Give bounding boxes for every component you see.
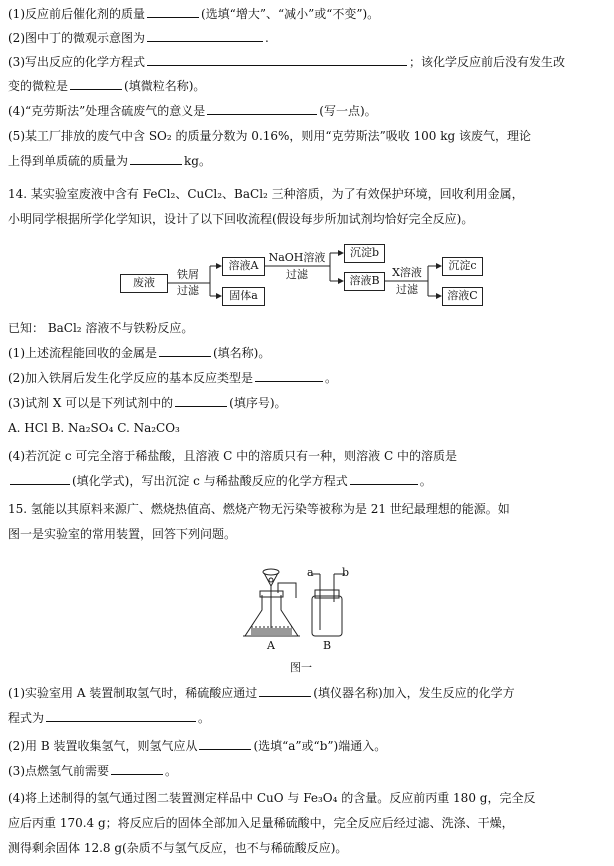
- figure-caption: 图一: [290, 661, 312, 674]
- q13-line-5b: 上得到单质硫的质量为 kg。: [8, 154, 211, 168]
- answer-blank: [46, 710, 196, 722]
- q15-part-3: (3)点燃氢气前需要 。: [8, 764, 178, 778]
- q13-line-3b: 变的微粒是 (填微粒名称)。: [8, 79, 206, 93]
- box-precipitate-c: 沉淀c: [442, 257, 483, 276]
- q14-part-4: (4)若沉淀 c 可完全溶于稀盐酸，且溶液 C 中的溶质只有一种，则溶液 C 中的溶质是: [8, 449, 457, 463]
- box-waste: 废液: [120, 274, 168, 293]
- box-precipitate-b: 沉淀b: [344, 244, 385, 263]
- answer-blank: [259, 685, 311, 697]
- q13-line-3: (3)写出反应的化学方程式 ；该化学反应前后没有发生改: [8, 55, 566, 69]
- tube-label-b: b: [342, 566, 350, 579]
- q15-stem-2: 图一是实验室的常用装置，回答下列问题。: [8, 527, 237, 541]
- step2-reagent: NaOH溶液: [268, 251, 326, 264]
- tube-label-a: a: [307, 566, 314, 579]
- q15-part-1b: 程式为 。: [8, 711, 211, 725]
- step1-operation: 过滤: [177, 284, 199, 297]
- known-condition: 已知： BaCl₂ 溶液不与铁粉反应。: [8, 321, 194, 335]
- q13-line-5: (5)某工厂排放的废气中含 SO₂ 的质量分数为 0.16%，则用“克劳斯法”吸收 100 kg 该废气，理论: [8, 129, 532, 143]
- q15-part-2: (2)用 B 装置收集氢气，则氢气应从 (选填“a”或“b”)端通入。: [8, 739, 387, 753]
- apparatus-label-b: B: [323, 639, 332, 652]
- step3-reagent: X溶液: [392, 266, 422, 279]
- q15-part-4: (4)将上述制得的氢气通过图二装置测定样品中 CuO 与 Fe₃O₄ 的含量。反应前丙重 180 g，完全反: [8, 791, 536, 805]
- q15-part-4b: 应后丙重 170.4 g；将反应后的固体全部加入足量稀硫酸中，完全反应后经过滤、洗涤、干燥，: [8, 816, 514, 830]
- box-solution-a: 溶液A: [222, 257, 265, 276]
- q13-line-1: (1)反应前后催化剂的质量 (选填“增大”、“减小”或“不变”)。: [8, 7, 380, 21]
- apparatus-label-a: A: [267, 639, 275, 652]
- q14-part-2: (2)加入铁屑后发生化学反应的基本反应类型是 。: [8, 371, 338, 385]
- box-solution-c: 溶液C: [442, 287, 483, 306]
- q15-stem-1: 15. 氢能以其原料来源广、燃烧热值高、燃烧产物无污染等被称为是 21 世纪最理想的能源。如: [8, 502, 510, 516]
- q13-line-2: (2)图中丁的微观示意图为 .: [8, 31, 269, 45]
- q14-part-4b: (填化学式)，写出沉淀 c 与稀盐酸反应的化学方程式 。: [8, 473, 606, 489]
- box-solution-b: 溶液B: [344, 272, 385, 291]
- answer-blank: [199, 738, 251, 750]
- q13-line-4: (4)“克劳斯法”处理含硫废气的意义是 (写一点)。: [8, 104, 377, 118]
- q14-stem-2: 小明同学根据所学化学知识，设计了以下回收流程(假设每步所加试剂均恰好完全反应)。: [8, 212, 474, 226]
- q14-stem-1: 14. 某实验室废液中含有 FeCl₂、CuCl₂、BaCl₂ 三种溶质，为了有效保护环境，回收利用金属，: [8, 187, 524, 201]
- step1-reagent: 铁屑: [177, 268, 199, 281]
- q14-options: A. HCl B. Na₂SO₄ C. Na₂CO₃: [8, 421, 180, 435]
- q15-part-4c: 测得剩余固体 12.8 g(杂质不与氢气反应，也不与稀硫酸反应)。: [8, 841, 348, 855]
- q15-part-1: (1)实验室用 A 装置制取氢气时，稀硫酸应通过 (填仪器名称)加入，发生反应的化学方: [8, 686, 515, 700]
- q14-part-3: (3)试剂 X 可以是下列试剂中的 (填序号)。: [8, 396, 287, 410]
- step3-operation: 过滤: [396, 283, 418, 296]
- q14-part-1: (1)上述流程能回收的金属是 (填名称)。: [8, 346, 271, 360]
- box-solid-a: 固体a: [222, 287, 265, 306]
- answer-blank: [111, 763, 163, 775]
- step2-operation: 过滤: [286, 268, 308, 281]
